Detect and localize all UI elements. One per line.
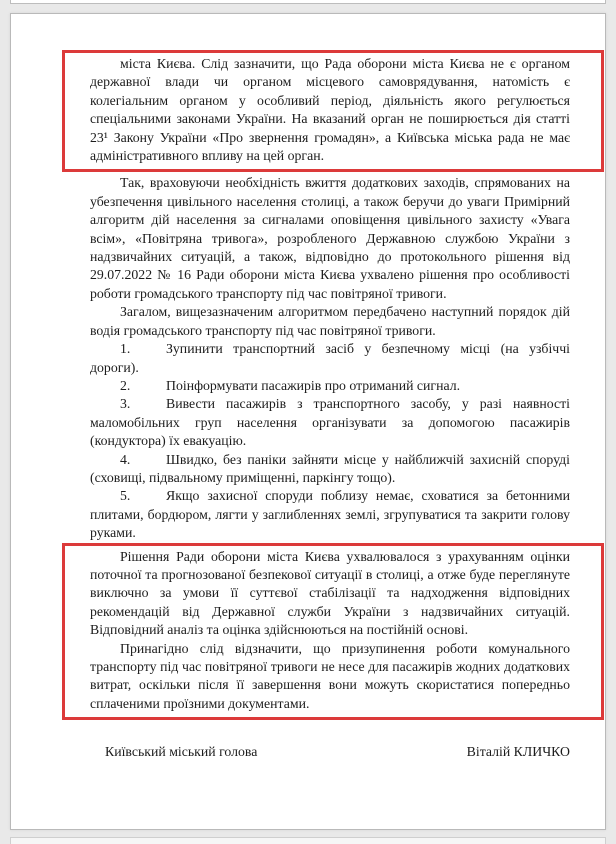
paragraph-decision-review: Рішення Ради оборони міста Києва ухвалювалося з урахуванням оцінки поточної та прогнозованої безпекової ситуації в столиці, а отже буде переглянуте виключно за умови її суттєвої стабілізації та надходження відповідних рекомендацій від Державної служби України з надзвичайних ситуацій. Відповідний аналіз та оцінка здійснюються на постійній основі.: [90, 548, 570, 638]
list-item-2: [90, 377, 570, 395]
list-item-5-number: 5.: [120, 488, 131, 504]
list-item-2-number: 2.: [120, 377, 131, 393]
paragraph-alert-algorithm: Так, враховуючи необхідність вжиття додаткових заходів, спрямованих на убезпечення цивільного населення столиці, а також беручи до уваги Примірний алгоритм дій населення за сигналами оповіщення цивільного захисту «Увага всім», «Повітряна тривога», розробленого Державною службою України з надзвичайних ситуацій, а також, відповідно до протокольного рішення від 29.07.2022 № 16 Ради оборони міста Києва ухвалено рішення про особливості роботи громадського транспорту під час повітряної тривоги.: [90, 175, 570, 301]
paragraph-no-extra-costs: Принагідно слід відзначити, що призупинення роботи комунального транспорту під час повітряної тривоги не несе для пасажирів жодних додаткових витрат, оскільки після її завершення вони можуть скористатися попередньо сплаченими проїзними документами.: [90, 640, 570, 711]
red-highlight-box-1: [62, 50, 604, 172]
list-item-2-text: Поінформувати пасажирів про отриманий сигнал.: [166, 377, 461, 393]
signer-name: Віталій КЛИЧКО: [466, 744, 570, 760]
previous-page-bottom-edge: [10, 0, 606, 4]
list-item-3: [90, 395, 570, 450]
next-page-top-edge: [10, 837, 606, 844]
list-item-3-number: 3.: [120, 396, 131, 412]
document-content: [11, 14, 605, 762]
list-item-1-text: Зупинити транспортний засіб у безпечному місці (на узбіччі дороги).: [90, 341, 570, 375]
signer-title: Київський міський голова: [105, 744, 258, 760]
list-item-4-text: Швидко, без паніки зайняти місце у найближчій захисній споруді (сховищі, підвальному приміщенні, паркінгу тощо).: [90, 451, 570, 485]
list-item-1: [90, 340, 570, 377]
red-highlight-box-2: [62, 543, 604, 721]
paragraph-driver-order: Загалом, вищезазначеним алгоритмом передбачено наступний порядок дій водія громадського транспорту під час повітряної тривоги.: [90, 304, 570, 338]
document-page: [10, 13, 606, 830]
list-item-4-number: 4.: [120, 451, 131, 467]
list-item-5-text: Якщо захисної споруди поблизу немає, сховатися за бетонними плитами, бордюром, лягти у заглибленнях землі, згрупуватися та закрити голову руками.: [90, 488, 570, 541]
list-item-1-number: 1.: [120, 341, 131, 357]
list-item-3-text: Вивести пасажирів з транспортного засобу, у разі наявності маломобільних груп населення організувати за допомогою пасажирів (кондуктора) їх евакуацію.: [90, 396, 570, 449]
signature-block: [90, 743, 570, 761]
list-item-5: [90, 487, 570, 542]
list-item-4: [90, 451, 570, 488]
paragraph-defense-council-status: міста Києва. Слід зазначити, що Рада оборони міста Києва не є органом державної влади чи органом місцевого самоврядування, натомість є колегіальним органом у особливий період, діяльність якого регулюється спеціальними законами України. На вказаний орган не поширюється дія статті 23¹ Закону України «Про звернення громадян», а Київська міська рада не має адміністративного впливу на цей орган.: [90, 56, 570, 164]
